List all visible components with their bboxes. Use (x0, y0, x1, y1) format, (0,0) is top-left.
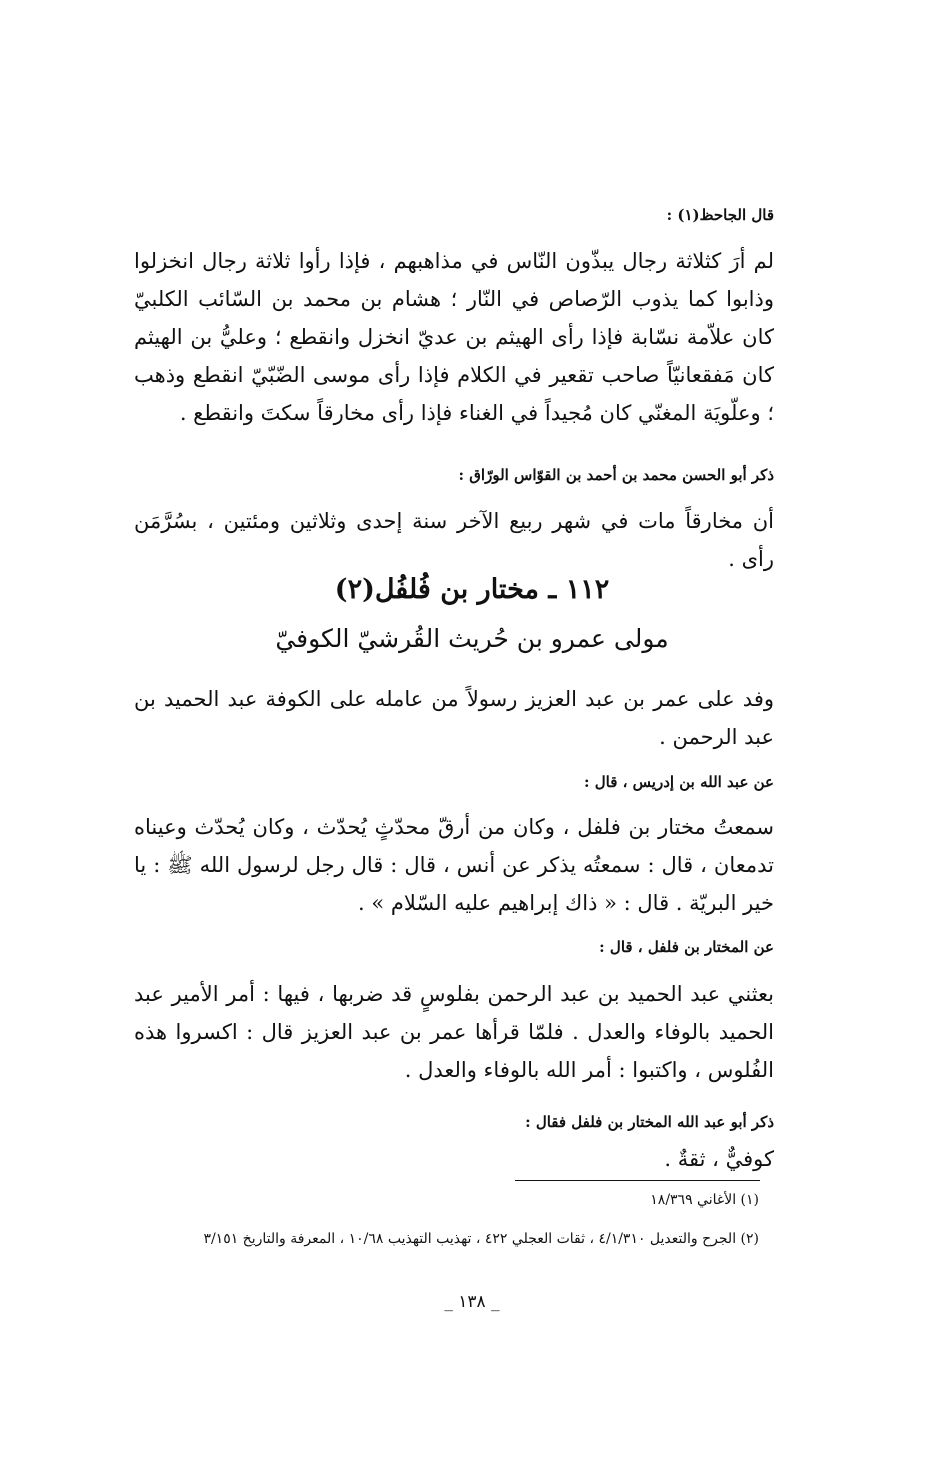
section-label-abu-abdullah: ذكر أبو عبد الله المختار بن فلفل فقال : (525, 1113, 774, 1131)
footnote-separator (515, 1180, 760, 1181)
footnote-2: (٢) الجرح والتعديل ٤/١/٣١٠ ، ثقات العجلي ٤٢٢ ، تهذيب التهذيب ١٠/٦٨ ، المعرفة والتاريخ ٣/١٥١ (203, 1231, 759, 1247)
section-paragraph-abu-abdullah: كوفيٌّ ، ثقةٌ . (664, 1147, 774, 1171)
footnote-1: (١) الأغاني ١٨/٣٦٩ (650, 1192, 759, 1208)
page-number: _ ١٣٨ _ (444, 1292, 500, 1312)
section-paragraph-wafd: وفد على عمر بن عبد العزيز رسولاً من عامله على الكوفة عبد الحميد بن عبد الرحمن . (134, 687, 774, 749)
entry-subtitle: مولى عمرو بن حُريث القُرشيّ الكوفيّ (275, 624, 669, 653)
section-label-ibn-idris: عن عبد الله بن إدريس ، قال : (583, 773, 774, 791)
entry-title: ١١٢ ـ مختار بن فُلفُل(٢) (334, 574, 610, 605)
section-paragraph-ibn-idris: سمعتُ مختار بن فلفل ، وكان من أرقّ محدّثٍ يُحدّث ، وكان يُحدّث وعيناه تدمعان ، قال : سمعتُه يذكر عن أنس ، قال : قال رجل لرسول الله ﷺ : يا خير البريّة . قال : « ذاك إبراهيم عليه السّلام » . (134, 815, 774, 915)
section-label-abu-hasan: ذكر أبو الحسن محمد بن أحمد بن القوّاس الورّاق : (458, 466, 774, 484)
section-paragraph-mukhtar: بعثني عبد الحميد بن عبد الرحمن بفلوسٍ قد ضربها ، فيها : أمر الأمير عبد الحميد بالوفاء والعدل . فلمّا قرأها عمر بن عبد العزيز قال : اكسروا هذه الفُلوس ، واكتبوا : أمر الله بالوفاء والعدل . (134, 982, 774, 1082)
section-paragraph-jahiz: لم أرَ كثلاثة رجال يبذّون النّاس في مذاهبهم ، فإذا رأوا ثلاثة رجال انخزلوا وذابوا كما يذوب الرّصاص في النّار ؛ هشام بن محمد بن السّائب الكلبيّ كان علاّمة نسّابة فإذا رأى الهيثم بن عديّ انخزل وانقطع ؛ وعليُّ بن الهيثم كان مَفقعانيّاً صاحب تقعير في الكلام فإذا رأى موسى الضّبّيّ انقطع وذهب ؛ وعلّويَة المغنّي كان مُجيداً في الغناء فإذا رأى مخارقاً سكتَ وانقطع . (134, 249, 774, 425)
section-label-jahiz: قال الجاحظ(١) : (666, 206, 774, 224)
section-paragraph-abu-hasan: أن مخارقاً مات في شهر ربيع الآخر سنة إحدى وثلاثين ومئتين ، بسُرَّمَن رأى . (134, 509, 774, 571)
section-label-mukhtar: عن المختار بن فلفل ، قال : (599, 938, 774, 956)
